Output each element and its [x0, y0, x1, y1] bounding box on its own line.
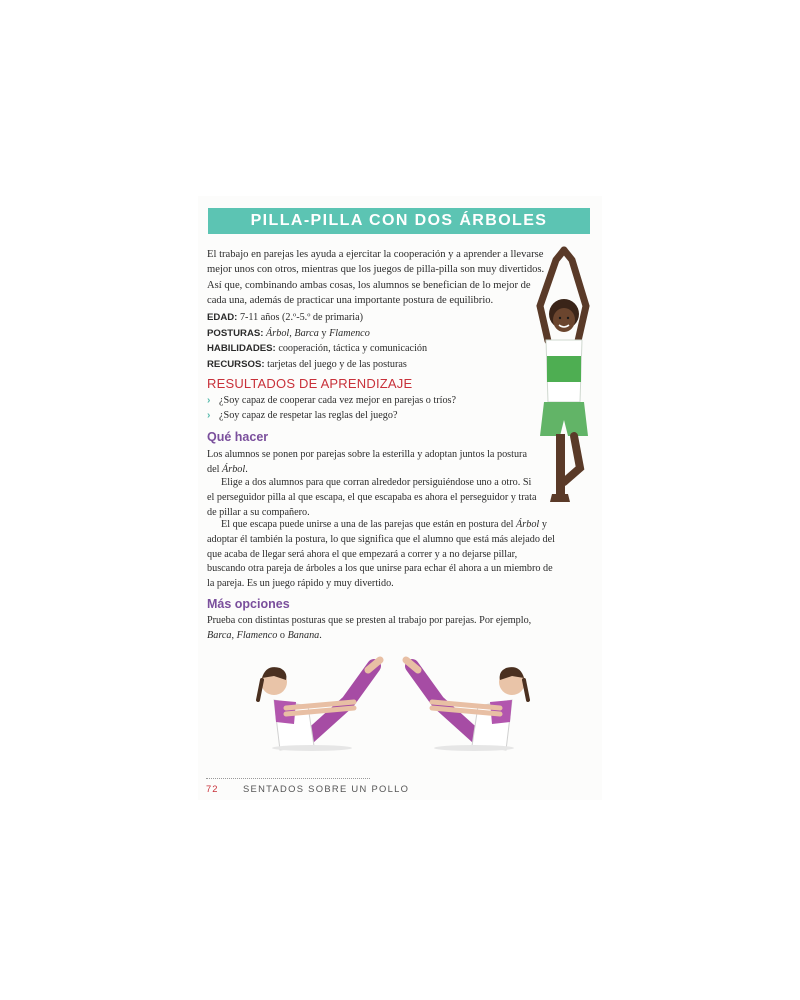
page-title: PILLA-PILLA CON DOS ÁRBOLES [250, 212, 548, 229]
title-banner [208, 208, 590, 234]
skills-row [207, 341, 527, 357]
chevron-right-icon: › [207, 409, 211, 421]
paragraph-text: Los alumnos se ponen por parejas sobre la esterilla y adoptan juntos la postura del [207, 449, 527, 475]
paragraph-text: El que escapa puede unirse a una de las parejas que están en postura del [221, 519, 517, 530]
footer-divider [206, 778, 370, 779]
outcome-text: ¿Soy capaz de cooperar cada vez mejor en parejas o tríos? [219, 395, 457, 406]
age-value: 7-11 años (2.º-5.º de primaria) [239, 312, 363, 323]
what-to-do-paragraph-3 [207, 518, 557, 592]
list-item [207, 409, 456, 424]
paragraph-text: Elige a dos alumnos para que corran alrededor persiguiéndose uno a otro. Si el perseguidor pilla al que escapa, el que escapaba es ahora el perseguidor y trata de pillar a su compañero. [207, 477, 537, 518]
poses-value-2: y [318, 327, 330, 339]
paragraph-text: Prueba con distintas posturas que se presten al trabajo por parejas. Por ejemplo, [207, 615, 532, 626]
more-options-paragraph [207, 614, 557, 644]
boat-pose-child-left-illustration [256, 654, 388, 756]
list-item [207, 394, 456, 409]
pose-name: Árbol [516, 519, 540, 530]
running-footer-title: SENTADOS SOBRE UN POLLO [243, 783, 410, 794]
poses-row [207, 326, 527, 342]
more-options-heading: Más opciones [207, 597, 290, 611]
pose-name: Flamenco [236, 629, 278, 641]
intro-paragraph: El trabajo en parejas les ayuda a ejercitar la cooperación y a aprender a llevarse mejor unos con otros, mientras que los juegos de pilla-pilla son muy divertidos. Así que, combinando ambas cosas, los alumnos se benefician de lo mejor de cada una, además de practicar una importante postura de equilibrio. [207, 249, 545, 307]
learning-outcomes-list [207, 394, 456, 423]
paragraph-text: . [319, 629, 322, 641]
resources-value: tarjetas del juego y de las posturas [267, 358, 407, 370]
poses-label: POSTURAS: [207, 327, 264, 339]
outcome-text: ¿Soy capaz de respetar las reglas del juego? [219, 409, 398, 421]
paragraph-text: . [245, 463, 248, 475]
paragraph-text: , [231, 629, 237, 641]
what-to-do-heading: Qué hacer [207, 430, 269, 444]
resources-label: RECURSOS: [207, 358, 265, 370]
resources-row [207, 357, 527, 373]
pose-name: Árbol [222, 463, 246, 475]
page-number: 72 [206, 783, 219, 794]
boat-pose-child-right-illustration [398, 654, 530, 756]
skills-label: HABILIDADES: [207, 343, 276, 355]
learning-outcomes-heading: RESULTADOS DE APRENDIZAJE [207, 376, 413, 391]
chevron-right-icon: › [207, 395, 211, 406]
what-to-do-paragraph-1 [207, 448, 537, 478]
tree-pose-child-illustration [526, 246, 602, 510]
poses-value-3: Flamenco [329, 327, 370, 339]
age-label: EDAD: [207, 312, 238, 323]
what-to-do-paragraph-2 [207, 476, 537, 520]
paragraph-text: o [277, 629, 288, 641]
poses-value-1: Árbol, Barca [266, 327, 319, 339]
pose-name: Barca [207, 629, 232, 641]
paragraph-text: y adoptar él también la postura, lo que significa que el alumno que está más alejado del que acaba de llegar será ahora el que empezará a correr y a no dejarse pillar, buscando otra pareja de árboles a los que unirse para echar él ahora a un miembro de la pareja. Es un juego rápido y muy divertido. [207, 519, 555, 590]
activity-details [207, 310, 527, 372]
age-row [207, 310, 527, 326]
skills-value: cooperación, táctica y comunicación [278, 343, 428, 355]
pose-name: Banana [287, 629, 320, 641]
